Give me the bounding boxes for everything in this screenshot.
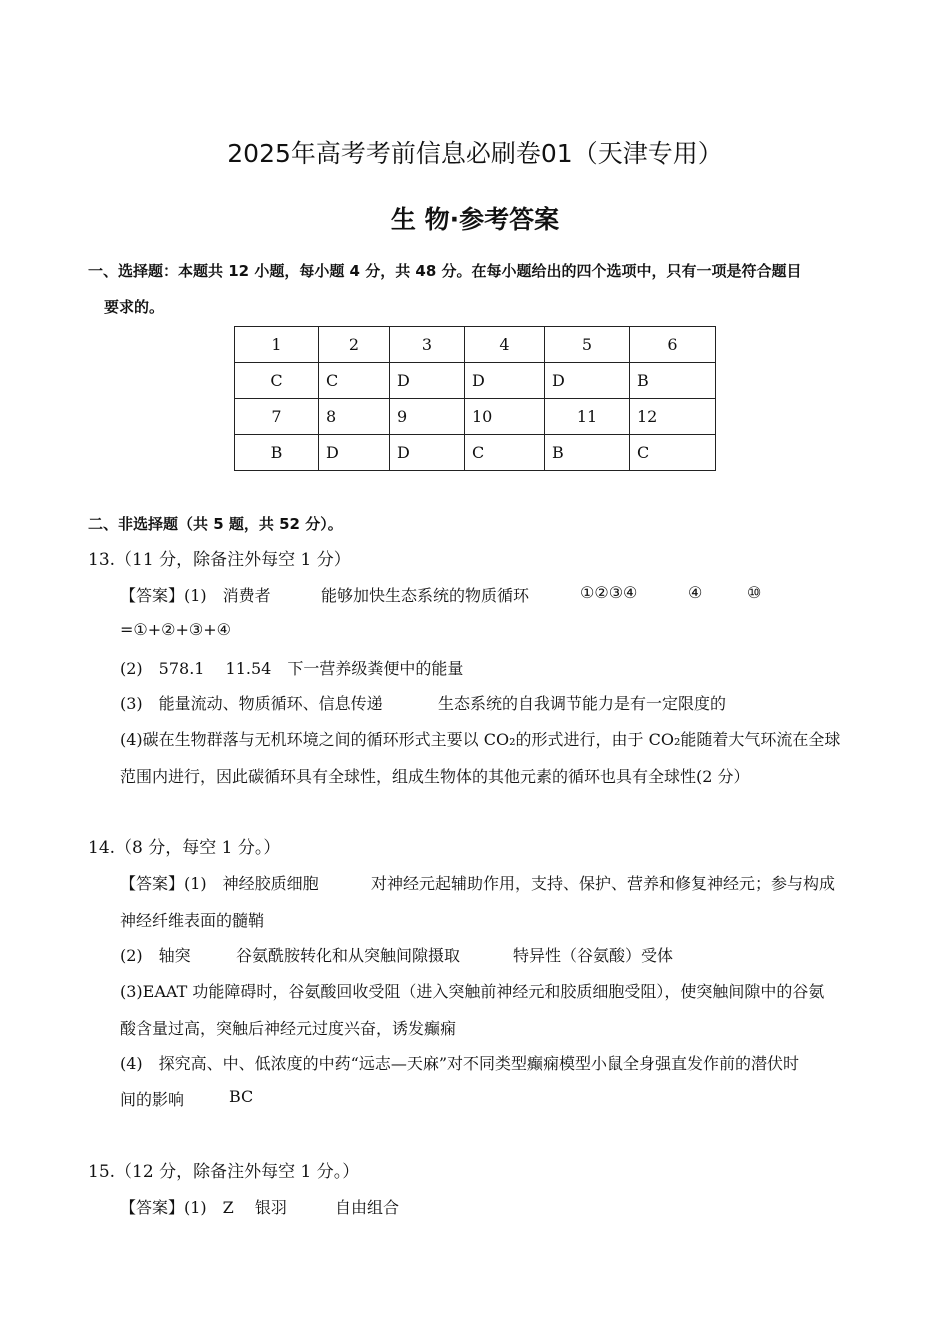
answer-cell: C [465, 435, 545, 471]
q13-answer-1-c: ①②③④ [580, 583, 638, 602]
question-number-cell: 12 [630, 399, 716, 435]
q13-answer-4: (4)碳在生物群落与无机环境之间的循环形式主要以 CO₂的形式进行，由于 CO₂能随着大气环流在全球 [120, 730, 841, 749]
table-row [235, 363, 716, 399]
question-number-cell: 4 [465, 327, 545, 363]
table-row [235, 327, 716, 363]
section2-heading: 二、非选择题（共 5 题，共 52 分）。 [88, 515, 343, 533]
q15-answer-1-label: 【答案】(1) Z 银羽 [120, 1198, 287, 1217]
q14-answer-1-b: 对神经元起辅助作用，支持、保护、营养和修复神经元；参与构成 [371, 874, 836, 893]
answer-cell: D [390, 363, 465, 399]
q13-answer-1-d: ④ [688, 583, 703, 602]
question-number-cell: 10 [465, 399, 545, 435]
table-row [235, 399, 716, 435]
q15-answer-1-b: 自由组合 [335, 1198, 400, 1217]
q14-answer-1-label: 【答案】(1) 神经胶质细胞 [120, 874, 319, 893]
q14-answer-4: (4) 探究高、中、低浓度的中药“远志—天麻”对不同类型癫痫模型小鼠全身强直发作前的潜伏时 [120, 1054, 800, 1073]
q14-answer-3: (3)EAAT 功能障碍时，谷氨酸回收受阻（进入突触前神经元和胶质细胞受阻），使突触间隙中的谷氨 [120, 982, 825, 1001]
answer-table [234, 326, 716, 471]
answer-cell: B [545, 435, 630, 471]
question-number-cell: 5 [545, 327, 630, 363]
q13-answer-1-cont: =①+②+③+④ [120, 620, 231, 639]
q14-answer-2-a: (2) 轴突 [120, 946, 191, 965]
q14-answer-2-c: 特异性（谷氨酸）受体 [513, 946, 674, 965]
q14-answer-4-choice: BC [229, 1087, 254, 1106]
question-number-cell: 9 [390, 399, 465, 435]
answer-cell: B [235, 435, 319, 471]
question-number-cell: 6 [630, 327, 716, 363]
answer-cell: D [465, 363, 545, 399]
answer-cell: B [630, 363, 716, 399]
q14-answer-2-b: 谷氨酰胺转化和从突触间隙摄取 [236, 946, 461, 965]
section1-heading-line2: 要求的。 [104, 298, 165, 316]
answer-cell: D [319, 435, 390, 471]
q13-answer-1-e: ⑩ [747, 583, 762, 602]
question-number-cell: 3 [390, 327, 465, 363]
q13-answer-2: (2) 578.1 11.54 下一营养级粪便中的能量 [120, 659, 464, 678]
q13-answer-3-b: 生态系统的自我调节能力是有一定限度的 [438, 694, 727, 713]
table-row [235, 435, 716, 471]
section1-heading-line1: 一、选择题：本题共 12 小题，每小题 4 分，共 48 分。在每小题给出的四个选项中，只有一项是符合题目 [88, 262, 802, 280]
q13-answer-1-b: 能够加快生态系统的物质循环 [321, 586, 530, 605]
q14-answer-3-cont: 酸含量过高，突触后神经元过度兴奋，诱发癫痫 [120, 1019, 457, 1038]
answer-cell: C [235, 363, 319, 399]
question-number-cell: 11 [545, 399, 630, 435]
q15-heading: 15.（12 分，除备注外每空 1 分。） [88, 1162, 360, 1182]
q13-heading: 13.（11 分，除备注外每空 1 分） [88, 550, 351, 570]
answer-cell: D [390, 435, 465, 471]
q14-answer-1-cont: 神经纤维表面的髓鞘 [120, 911, 265, 930]
q13-answer-3-a: (3) 能量流动、物质循环、信息传递 [120, 694, 383, 713]
q13-answer-1-label: 【答案】(1) 消费者 [120, 586, 271, 605]
answer-cell: C [319, 363, 390, 399]
question-number-cell: 8 [319, 399, 390, 435]
page-title: 2025年高考考前信息必刷卷01（天津专用） [227, 139, 723, 168]
answer-cell: C [630, 435, 716, 471]
answer-cell: D [545, 363, 630, 399]
q14-heading: 14.（8 分，每空 1 分。） [88, 838, 281, 858]
question-number-cell: 2 [319, 327, 390, 363]
page-subtitle: 生 物·参考答案 [390, 205, 560, 234]
q14-answer-4-cont: 间的影响 [120, 1090, 185, 1109]
question-number-cell: 1 [235, 327, 319, 363]
q13-answer-4-cont: 范围内进行，因此碳循环具有全球性，组成生物体的其他元素的循环也具有全球性(2 分） [120, 767, 750, 786]
question-number-cell: 7 [235, 399, 319, 435]
